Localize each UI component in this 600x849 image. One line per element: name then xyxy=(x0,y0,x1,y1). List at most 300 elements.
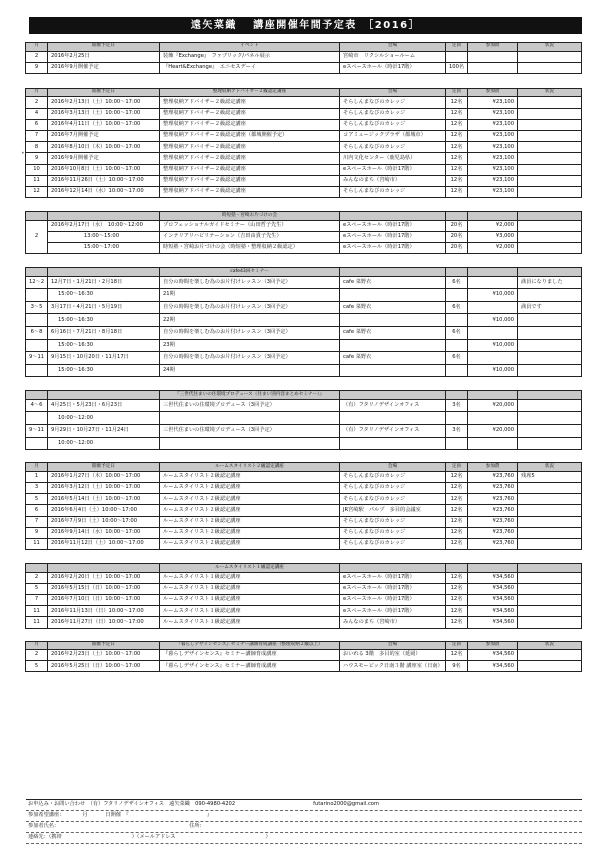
table-cell: 2016年4月11日（土）10:00～17:00 xyxy=(48,119,160,130)
table-cell: 6名 xyxy=(446,276,468,289)
table-cell: ¥10,000 xyxy=(468,289,518,302)
table-cell xyxy=(518,352,582,365)
table-row xyxy=(26,186,582,197)
table-cell: eスペースホール（時計17階） xyxy=(340,606,446,617)
table-cell: 15:00～16:30 xyxy=(48,364,160,377)
table-cell: ルームスタイリスト２級認定講座 xyxy=(160,505,340,516)
header-cell: 状況 xyxy=(518,88,582,97)
table-cell: ¥23,760 xyxy=(468,527,518,538)
table-row xyxy=(26,108,582,119)
header-cell: 定員 xyxy=(446,463,468,472)
header-cell: 状況 xyxy=(518,641,582,650)
phone-label: 連絡先：（携帯 xyxy=(28,834,62,841)
header-cell xyxy=(340,391,446,400)
table-cell: ルームスタイリスト１級認定講座 xyxy=(160,583,340,594)
table-cell: 2016年5月15日（日）10:00～17:00 xyxy=(48,583,160,594)
table-cell: 12名 xyxy=(446,471,468,482)
header-cell: 状況 xyxy=(518,463,582,472)
table-row xyxy=(26,164,582,175)
table-cell xyxy=(468,62,518,73)
table-header-row xyxy=(26,43,582,52)
table-cell: 2016年8月10日（木）10:00～17:00 xyxy=(48,142,160,153)
table-row xyxy=(26,327,582,340)
table-cell: インテリアリハビリテーション（吉田由貴子先生） xyxy=(160,231,340,242)
table-cell: 整理収納アドバイザー２級認定講座 xyxy=(160,175,340,186)
schedule-table-s6 xyxy=(25,462,582,550)
table-cell: 12 xyxy=(26,186,48,197)
header-cell: 状況 xyxy=(518,43,582,52)
table-header-row xyxy=(26,641,582,650)
table-cell: 100名 xyxy=(446,62,468,73)
table-row xyxy=(26,425,582,438)
table-cell: 10:00～12:00 xyxy=(48,437,160,450)
table-cell: プロフェッショナルガイドセミナー（山田哲子先生） xyxy=(160,220,340,231)
table-cell: 2016年2月23日（土）10:00～17:00 xyxy=(48,650,160,661)
course-day: 日開催 『 xyxy=(105,812,129,819)
table-cell: コアミュージックプラザ（都城市） xyxy=(340,130,446,141)
table-header-row xyxy=(26,463,582,472)
table-cell: 11 xyxy=(26,538,48,549)
table-cell: 12名 xyxy=(446,130,468,141)
table-cell: 5 xyxy=(26,661,48,672)
table-cell xyxy=(518,175,582,186)
schedule-table-s7 xyxy=(25,563,582,628)
table-cell xyxy=(518,505,582,516)
table-cell: 12名 xyxy=(446,650,468,661)
table-cell: 自分の時間を楽しむ為のお片付けレッスン（3回予定） xyxy=(160,352,340,365)
table-cell: 9月15日・10月20日・11月17日 xyxy=(48,352,160,365)
table-row xyxy=(26,231,582,242)
table-cell: （有）フタリノデザインオフィス xyxy=(340,425,446,438)
table-cell: 満員です xyxy=(518,301,582,314)
table-cell xyxy=(518,51,582,62)
table-cell: ハウスモービック日南３階 講座室（日南） xyxy=(340,661,446,672)
table-cell: 6 xyxy=(26,119,48,130)
table-cell: 2016年11月27日（日）10:00～17:00 xyxy=(48,617,160,628)
table-row xyxy=(26,142,582,153)
table-cell: 9月29日・10月27日・11月24日 xyxy=(48,425,160,438)
table-cell: ルームスタイリスト２級認定講座 xyxy=(160,538,340,549)
table-cell: eスペースホール（時計17階） xyxy=(340,572,446,583)
table-cell: ¥23,760 xyxy=(468,494,518,505)
table-cell: 三世代住まいの住環境プロデュース（3回予定） xyxy=(160,399,340,412)
table-cell: ¥23,760 xyxy=(468,471,518,482)
table-cell: ¥2,000 xyxy=(468,242,518,253)
table-row xyxy=(26,364,582,377)
header-cell: 定員 xyxy=(446,88,468,97)
table-cell xyxy=(340,289,446,302)
table-row xyxy=(26,220,582,231)
table-cell xyxy=(340,364,446,377)
table-row xyxy=(26,119,582,130)
table-cell: ¥2,000 xyxy=(468,220,518,231)
schedule-table-s4 xyxy=(25,267,582,377)
table-cell: そらしんまなびのカレッジ xyxy=(340,494,446,505)
table-cell xyxy=(446,51,468,62)
table-cell xyxy=(26,314,48,327)
table-cell xyxy=(446,339,468,352)
table-cell: 12名 xyxy=(446,527,468,538)
table-cell: 2016年7月10日（日）10:00～17:00 xyxy=(48,594,160,605)
table-cell: ルームスタイリスト１級認定講座 xyxy=(160,572,340,583)
table-cell: 12名 xyxy=(446,97,468,108)
table-cell: 整理収納アドバイザー２級認定講座（都城開催予定） xyxy=(160,130,340,141)
header-cell xyxy=(26,268,48,277)
schedule-table-s8 xyxy=(25,641,582,673)
table-cell: ¥23,100 xyxy=(468,97,518,108)
table-cell: 12名 xyxy=(446,606,468,617)
table-cell: 15:00～16:30 xyxy=(48,339,160,352)
table-cell: そらしんまなびのカレッジ xyxy=(340,97,446,108)
table-cell: 『Heart&Exchange』 エニセスデーイ xyxy=(160,62,340,73)
header-cell: 時短塾・宮崎お片づけの会 xyxy=(160,212,340,221)
table-cell: 12名 xyxy=(446,153,468,164)
table-cell: ¥34,560 xyxy=(468,594,518,605)
table-cell: 整理収納アドバイザー２級認定講座 xyxy=(160,97,340,108)
table-cell xyxy=(340,314,446,327)
table-cell: そらしんまなびのカレッジ xyxy=(340,527,446,538)
table-header-row xyxy=(26,564,582,573)
table-cell: 整理収納アドバイザー２級認定講座 xyxy=(160,142,340,153)
header-cell: ルームスタイリスト１級認定講座 xyxy=(160,564,340,573)
header-cell xyxy=(26,564,48,573)
header-cell xyxy=(446,564,468,573)
table-cell: 9～11 xyxy=(26,425,48,438)
table-cell: 『暮らしデザインセンス』セミナー講師育成講座 xyxy=(160,650,340,661)
table-cell: ¥34,560 xyxy=(468,583,518,594)
header-cell xyxy=(468,268,518,277)
month-cell: 2 xyxy=(26,220,48,254)
table-cell: ¥23,100 xyxy=(468,130,518,141)
table-row xyxy=(26,606,582,617)
table-row xyxy=(26,482,582,493)
table-cell: 3名 xyxy=(446,399,468,412)
header-cell: 開催予定日 xyxy=(48,88,160,97)
header-cell: 参加費 xyxy=(468,641,518,650)
table-cell: 2 xyxy=(26,97,48,108)
header-cell xyxy=(518,212,582,221)
table-cell: 1 xyxy=(26,471,48,482)
table-cell xyxy=(26,437,48,450)
header-cell: 開催予定日 xyxy=(48,43,160,52)
table-cell: 6名 xyxy=(446,301,468,314)
table-cell: 11 xyxy=(26,617,48,628)
table-row xyxy=(26,242,582,253)
table-cell xyxy=(26,289,48,302)
table-cell: 自分の時間を楽しむ為のお片付けレッスン（3回予定） xyxy=(160,301,340,314)
table-cell: 3名 xyxy=(446,425,468,438)
header-cell: 会場 xyxy=(340,43,446,52)
table-row xyxy=(26,314,582,327)
schedule-table-s1 xyxy=(25,42,582,74)
table-cell xyxy=(160,412,340,425)
table-cell: 2016年12月14日（水）10:00～17:00 xyxy=(48,186,160,197)
header-cell: 整理収納アドバイザー２級認定講座 xyxy=(160,88,340,97)
table-cell: 2016年10月8日（土）10:00～17:00 xyxy=(48,164,160,175)
table-cell: 12名 xyxy=(446,119,468,130)
table-cell: 2016年11月12日（土）10:00～17:00 xyxy=(48,538,160,549)
table-row xyxy=(26,516,582,527)
header-cell: 月 xyxy=(26,463,48,472)
header-cell: 会場 xyxy=(340,463,446,472)
table-cell xyxy=(26,364,48,377)
table-cell: ¥23,100 xyxy=(468,142,518,153)
email-end: ） xyxy=(265,834,271,841)
table-cell xyxy=(518,153,582,164)
table-cell: ルームスタイリスト２級認定講座 xyxy=(160,494,340,505)
table-cell: 12名 xyxy=(446,572,468,583)
margin-mark: • xyxy=(21,150,25,157)
table-cell: そらしんまなびのカレッジ xyxy=(340,119,446,130)
table-row xyxy=(26,153,582,164)
table-cell: 整理収納アドバイザー２級認定講座 xyxy=(160,164,340,175)
table-cell: ルームスタイリスト２級認定講座 xyxy=(160,516,340,527)
table-row xyxy=(26,538,582,549)
header-cell xyxy=(518,564,582,573)
table-row xyxy=(26,505,582,516)
table-cell: ¥10,000 xyxy=(468,364,518,377)
table-cell: 12名 xyxy=(446,516,468,527)
table-cell xyxy=(518,572,582,583)
table-cell: ¥20,000 xyxy=(468,399,518,412)
table-cell xyxy=(468,301,518,314)
table-cell xyxy=(468,437,518,450)
table-cell xyxy=(518,130,582,141)
table-row xyxy=(26,62,582,73)
table-cell: 川内文化センター（鹿児島県） xyxy=(340,153,446,164)
table-cell: ¥20,000 xyxy=(468,425,518,438)
table-cell: ¥34,560 xyxy=(468,661,518,672)
table-cell xyxy=(518,364,582,377)
contact-email[interactable]: futarino2000@gmail.com xyxy=(313,801,380,808)
table-cell: 三世代住まいの住環境プロデュース（3回予定） xyxy=(160,425,340,438)
table-cell: 24期 xyxy=(160,364,340,377)
table-cell: 満員になりました xyxy=(518,276,582,289)
header-cell xyxy=(48,564,160,573)
name-label: 参加者氏名： xyxy=(28,823,60,830)
table-cell: 2016年5月14日（土）10:00～17:00 xyxy=(48,494,160,505)
header-cell: 定員 xyxy=(446,641,468,650)
table-cell: 12名 xyxy=(446,175,468,186)
schedule-table-s5 xyxy=(25,390,582,450)
table-cell xyxy=(340,339,446,352)
header-cell: 月 xyxy=(26,641,48,650)
table-cell: 宮崎市 リクシルショールーム xyxy=(340,51,446,62)
table-cell xyxy=(518,327,582,340)
table-row xyxy=(26,289,582,302)
table-cell: ルームスタイリスト１級認定講座 xyxy=(160,594,340,605)
table-cell xyxy=(518,661,582,672)
table-cell: 装飾『Exchange』 ファブリック/パネル展示 xyxy=(160,51,340,62)
table-cell xyxy=(518,108,582,119)
table-cell: 3月17日・4月21日・5月19日 xyxy=(48,301,160,314)
table-row xyxy=(26,412,582,425)
table-cell: そらしんまなびのカレッジ xyxy=(340,471,446,482)
header-cell: 月 xyxy=(26,88,48,97)
table-cell: ルームスタイリスト２級認定講座 xyxy=(160,471,340,482)
table-cell: 12名 xyxy=(446,142,468,153)
header-cell: 会場 xyxy=(340,641,446,650)
table-cell: 12名 xyxy=(446,617,468,628)
table-header-row xyxy=(26,391,582,400)
table-cell: 11 xyxy=(26,175,48,186)
header-cell xyxy=(26,212,48,221)
header-cell xyxy=(48,268,160,277)
table-cell: ¥34,560 xyxy=(468,606,518,617)
table-cell: 6名 xyxy=(446,327,468,340)
table-cell xyxy=(518,62,582,73)
table-cell: 自分の時間を楽しむ為のお片付けレッスン（3回予定） xyxy=(160,276,340,289)
application-footer xyxy=(26,799,582,844)
table-row xyxy=(26,527,582,538)
table-cell: 自分の時間を楽しむ為のお片付けレッスン（3回予定） xyxy=(160,327,340,340)
table-cell: 2016年3月13日（土）10:00～17:00 xyxy=(48,108,160,119)
table-cell: eスペースホール（時計17階） xyxy=(340,242,446,253)
table-cell: 13:00～15:00 xyxy=(48,231,160,242)
email-label: ）（メールアドレス xyxy=(131,834,176,841)
table-cell xyxy=(518,425,582,438)
header-cell xyxy=(340,564,446,573)
table-cell: ルームスタイリスト２級認定講座 xyxy=(160,482,340,493)
table-cell: 4月25日・5月23日・6月23日 xyxy=(48,399,160,412)
table-cell: 残席5 xyxy=(518,471,582,482)
table-cell: 9名 xyxy=(446,661,468,672)
address-label: 住所： xyxy=(189,823,205,830)
table-cell: eスペースホール（時計17階） xyxy=(340,62,446,73)
table-cell: 2016年1月27日（木）10:00～17:00 xyxy=(48,471,160,482)
table-cell: ¥23,100 xyxy=(468,119,518,130)
table-cell: 2 xyxy=(26,51,48,62)
table-cell xyxy=(518,339,582,352)
table-row xyxy=(26,97,582,108)
table-cell: eスペースホール（時計17階） xyxy=(340,231,446,242)
table-cell: みんなのまち（宮崎市） xyxy=(340,175,446,186)
table-cell: 整理収納アドバイザー２級認定講座 xyxy=(160,153,340,164)
course-end: 』 xyxy=(206,812,213,819)
table-cell: 12名 xyxy=(446,538,468,549)
header-cell: 参加費 xyxy=(468,88,518,97)
table-cell: 15:00～16:30 xyxy=(48,314,160,327)
table-cell xyxy=(468,412,518,425)
table-cell: 『暮らしデザインセンス』セミナー講師育成講座 xyxy=(160,661,340,672)
table-cell: 10:00～12:00 xyxy=(48,412,160,425)
table-cell: そらしんまなびのカレッジ xyxy=(340,538,446,549)
table-row xyxy=(26,51,582,62)
table-cell: 9 xyxy=(26,153,48,164)
header-cell xyxy=(48,391,160,400)
course-label: 参加希望講座： xyxy=(28,812,65,819)
table-cell: ¥23,100 xyxy=(468,186,518,197)
table-cell xyxy=(468,51,518,62)
table-cell: 9 xyxy=(26,62,48,73)
table-cell xyxy=(518,289,582,302)
table-cell xyxy=(468,276,518,289)
table-cell: ¥34,560 xyxy=(468,617,518,628)
course-month: 月 xyxy=(82,812,88,819)
header-cell xyxy=(518,268,582,277)
table-cell: 12名 xyxy=(446,594,468,605)
header-cell: 『暮らしデザインセンス』セミナー講師育成講座（整理収納２級以上） xyxy=(160,641,340,650)
header-cell xyxy=(468,212,518,221)
table-cell: 12～2 xyxy=(26,276,48,289)
table-cell: 23期 xyxy=(160,339,340,352)
table-cell: 22期 xyxy=(160,314,340,327)
table-cell: 2016年6月4日（土）10:00～17:00 xyxy=(48,505,160,516)
table-row xyxy=(26,471,582,482)
table-cell xyxy=(518,314,582,327)
table-row xyxy=(26,494,582,505)
table-cell xyxy=(518,516,582,527)
header-cell xyxy=(48,212,160,221)
table-cell xyxy=(446,437,468,450)
table-cell: 21期 xyxy=(160,289,340,302)
header-cell xyxy=(340,268,446,277)
table-cell: 9 xyxy=(26,527,48,538)
table-cell xyxy=(518,527,582,538)
table-row xyxy=(26,130,582,141)
table-cell xyxy=(26,339,48,352)
table-cell: eスペースホール（時計17階） xyxy=(340,583,446,594)
contact-text: お申込み・お問い合わせ （有）フタリノデザインオフィス 遠矢菜織 090-4980-4202 xyxy=(28,801,236,808)
table-cell: 2016年9月開催予定 xyxy=(48,153,160,164)
table-cell xyxy=(518,97,582,108)
table-header-row xyxy=(26,268,582,277)
table-cell: 整理収納アドバイザー２級認定講座 xyxy=(160,108,340,119)
header-cell xyxy=(340,212,446,221)
table-cell: 15:00～17:00 xyxy=(48,242,160,253)
table-row xyxy=(26,175,582,186)
table-cell: 時短塾・宮崎お片づけの会（時短塾・整理収納２級認定） xyxy=(160,242,340,253)
table-cell: ¥23,100 xyxy=(468,108,518,119)
table-cell: 2016年2月13日（土）10:00～17:00 xyxy=(48,97,160,108)
table-cell: ¥23,100 xyxy=(468,164,518,175)
table-cell: 12名 xyxy=(446,164,468,175)
table-cell: ルームスタイリスト１級認定講座 xyxy=(160,617,340,628)
header-cell xyxy=(446,212,468,221)
table-cell: 整理収納アドバイザー２級認定講座 xyxy=(160,186,340,197)
table-cell: 12名 xyxy=(446,482,468,493)
table-row xyxy=(26,650,582,661)
table-cell: 7 xyxy=(26,516,48,527)
table-cell: 2016年9月14日（水）10:00～17:00 xyxy=(48,527,160,538)
table-cell: ¥34,560 xyxy=(468,572,518,583)
table-cell: そらしんまなびのカレッジ xyxy=(340,516,446,527)
table-row xyxy=(26,594,582,605)
table-cell: 2016年11月13日（日）10:00～17:00 xyxy=(48,606,160,617)
table-cell: 11 xyxy=(26,606,48,617)
table-row xyxy=(26,572,582,583)
table-cell: eスペースホール（時計17階） xyxy=(340,220,446,231)
table-cell: ¥23,760 xyxy=(468,538,518,549)
table-cell: ルームスタイリスト２級認定講座 xyxy=(160,527,340,538)
table-cell: eスペースホール（時計17階） xyxy=(340,594,446,605)
table-row xyxy=(26,301,582,314)
header-cell: 参加費 xyxy=(468,463,518,472)
table-cell: 2016年7月9日（土）10:00～17:00 xyxy=(48,516,160,527)
table-cell xyxy=(518,399,582,412)
header-cell: ルームスタイリスト２級認定講座 xyxy=(160,463,340,472)
page-title: 遠矢菜織 講座開催年間予定表 ［2016］ xyxy=(29,17,582,34)
table-cell xyxy=(518,437,582,450)
table-cell: ¥10,000 xyxy=(468,314,518,327)
table-row xyxy=(26,661,582,672)
header-cell: 定員 xyxy=(446,43,468,52)
table-cell xyxy=(160,437,340,450)
table-cell: そらしんまなびのカレッジ xyxy=(340,186,446,197)
table-cell: 20名 xyxy=(446,231,468,242)
table-cell: ¥23,760 xyxy=(468,505,518,516)
table-cell: 2016年5月25日（日）10:00～17:00 xyxy=(48,661,160,672)
